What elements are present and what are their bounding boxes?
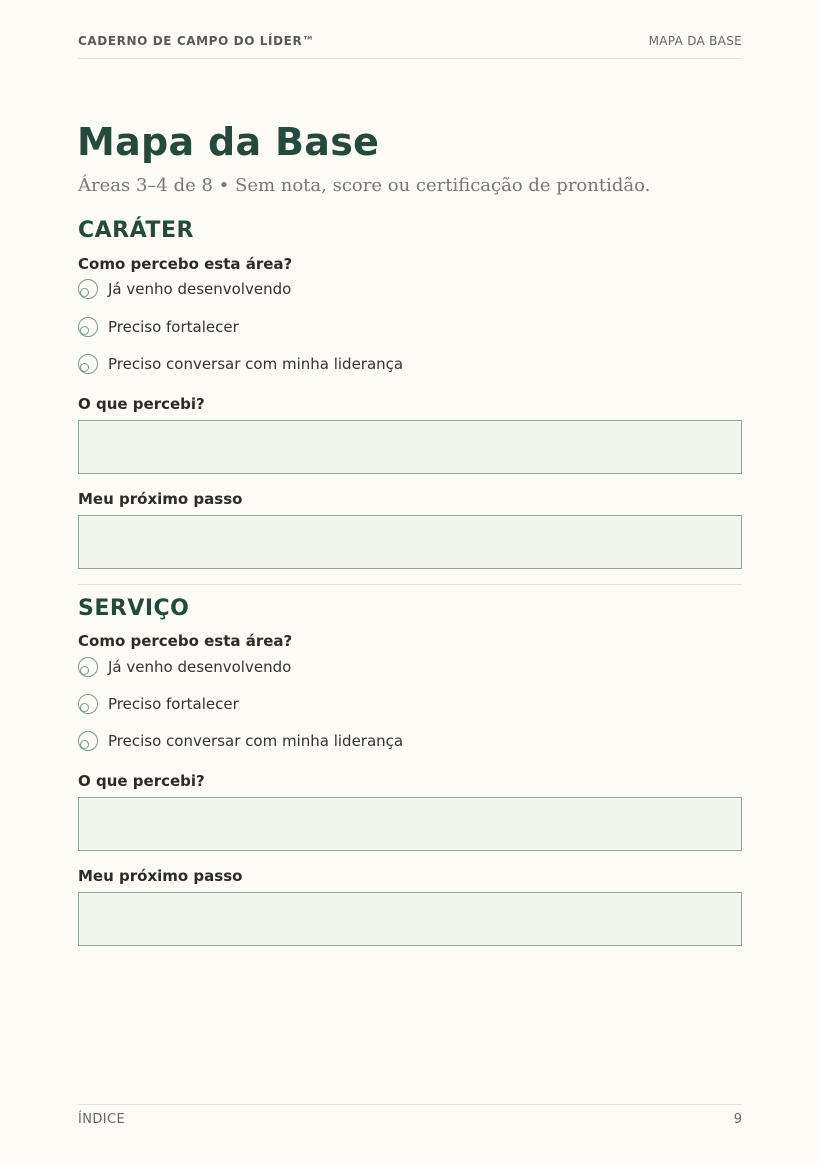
option-label: Preciso conversar com minha liderança (108, 732, 404, 750)
option-ja-venho[interactable] (78, 277, 291, 301)
option-preciso-fortalecer[interactable] (78, 315, 239, 339)
radio-circle-icon[interactable] (78, 694, 98, 714)
option-label: Preciso conversar com minha liderança (108, 355, 404, 373)
index-link[interactable]: ÍNDICE (78, 1112, 126, 1127)
next-step-label: Meu próximo passo (78, 490, 243, 508)
next-step-field[interactable] (78, 892, 742, 946)
page-title: Mapa da Base (77, 120, 380, 164)
next-step-field[interactable] (78, 515, 742, 569)
option-label: Já venho desenvolvendo (108, 658, 292, 676)
option-preciso-conversar[interactable] (78, 729, 403, 753)
perceived-field[interactable] (78, 797, 742, 851)
section-divider (78, 584, 742, 585)
perceived-label: O que percebi? (78, 395, 205, 413)
section-title: MAPA DA BASE (648, 34, 742, 48)
page-footer (78, 1104, 742, 1127)
option-label: Preciso fortalecer (108, 695, 239, 713)
page-subtitle: Áreas 3–4 de 8 • Sem nota, score ou certificação de prontidão. (78, 175, 651, 196)
radio-circle-icon[interactable] (78, 317, 98, 337)
section-heading: CARÁTER (78, 218, 194, 243)
radio-circle-icon[interactable] (78, 731, 98, 751)
page-number: 9 (733, 1112, 742, 1127)
radio-circle-icon[interactable] (78, 657, 98, 677)
option-ja-venho[interactable] (78, 655, 291, 679)
question-label: Como percebo esta área? (78, 255, 293, 273)
radio-circle-icon[interactable] (78, 279, 98, 299)
section-carater (78, 218, 742, 508)
option-preciso-fortalecer[interactable] (78, 692, 239, 716)
next-step-label: Meu próximo passo (78, 867, 243, 885)
section-servico (78, 596, 742, 885)
book-title: CADERNO DE CAMPO DO LÍDER™ (78, 34, 315, 48)
question-label: Como percebo esta área? (78, 632, 293, 650)
perceived-label: O que percebi? (78, 772, 205, 790)
option-label: Já venho desenvolvendo (108, 280, 292, 298)
perceived-field[interactable] (78, 420, 742, 474)
section-heading: SERVIÇO (78, 596, 190, 621)
option-preciso-conversar[interactable] (78, 352, 403, 376)
option-label: Preciso fortalecer (108, 318, 239, 336)
page-header (78, 0, 742, 59)
radio-circle-icon[interactable] (78, 354, 98, 374)
